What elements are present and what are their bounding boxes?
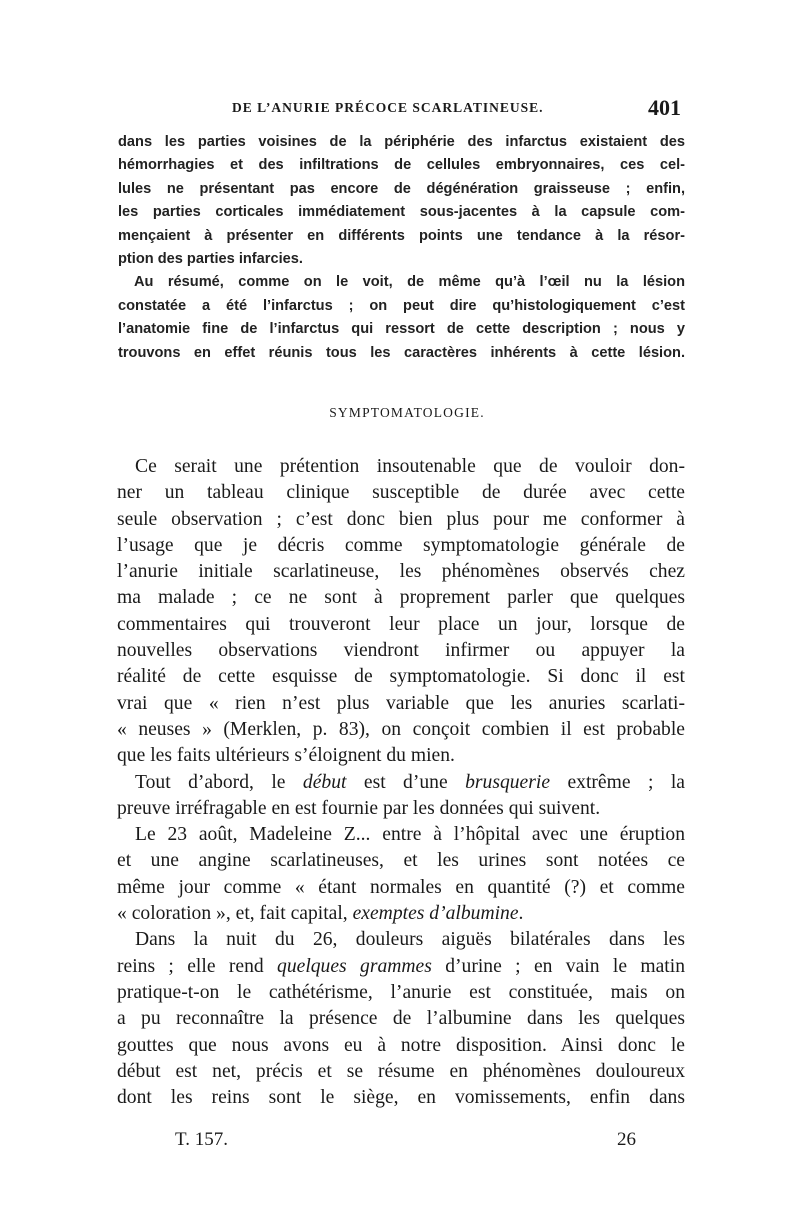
text-run: « coloration », et, fait capital, (117, 903, 353, 925)
section-heading: SYMPTOMATOLOGIE. (329, 405, 485, 420)
text-line: gouttes que nous avons eu à notre disposition. Ainsi donc le (117, 1034, 685, 1056)
text-run: est d’une (346, 771, 466, 793)
text-line: a pu reconnaître la présence de l’albumine dans les quelques (117, 1008, 685, 1030)
text-line: dans les parties voisines de la périphérie des infarctus existaient des (118, 134, 685, 150)
text-line: Au résumé, comme on le voit, de même qu’à l’œil nu la lésion (134, 274, 685, 291)
emphasis-exemptes: exemptes d’albumine (352, 903, 519, 925)
main-paragraphs (117, 454, 685, 1111)
text-run: d’urine ; en vain le matin (431, 955, 685, 977)
text-line: les parties corticales immédiatement sous-jacentes à la capsule com- (118, 204, 685, 221)
emphasis-quelques-grammes: quelques grammes (277, 955, 432, 977)
text-line: seule observation ; c’est donc bien plus pour me conformer à (117, 508, 685, 530)
small-print-paragraphs (118, 131, 685, 365)
text-line: ma malade ; ce ne sont à proprement parler que quelques (117, 587, 685, 609)
text-line: Le 23 août, Madeleine Z... entre à l’hôpital avec une éruption (135, 824, 685, 846)
text-line: Ce serait une prétention insoutenable que de vouloir don- (135, 456, 685, 477)
text-line: dont les reins sont le siège, en vomissements, enfin dans (117, 1087, 685, 1109)
text-run: extrême ; la (550, 771, 685, 793)
text-line (117, 770, 685, 796)
text-line: trouvons en effet réunis tous les caractères inhérents à cette lésion. (118, 344, 685, 361)
text-line: que les faits ultérieurs s’éloignent du mien. (117, 745, 455, 767)
printer-signature: T. 157. (175, 1129, 228, 1150)
text-run: reins ; elle rend (117, 955, 278, 977)
text-line: « neuses » (Merklen, p. 83), on conçoit combien il est probable (117, 718, 685, 740)
text-line: l’anatomie fine de l’infarctus qui ressort de cette description ; nous y (118, 321, 685, 338)
text-line (117, 901, 685, 927)
text-line: réalité de cette esquisse de symptomatologie. Si donc il est (117, 666, 685, 688)
text-line: ner un tableau clinique susceptible de durée avec cette (117, 482, 685, 504)
text-line: ption des parties infarcies. (118, 250, 303, 267)
text-line (117, 954, 685, 980)
text-line: même jour comme « étant normales en quantité (?) et comme (117, 876, 685, 898)
text-line: début est net, précis et se résume en phénomènes douloureux (117, 1060, 685, 1082)
text-line: preuve irréfragable en est fournie par les données qui suivent. (117, 797, 601, 819)
text-line: Dans la nuit du 26, douleurs aiguës bilatérales dans les (135, 929, 685, 951)
text-line: mençaient à présenter en différents points une tendance à la résor- (118, 227, 685, 244)
text-line: hémorrhagies et des infiltrations de cellules embryonnaires, ces cel- (118, 157, 685, 174)
page-number: 401 (648, 95, 681, 120)
text-line: l’usage que je décris comme symptomatologie générale de (117, 534, 685, 556)
text-line: et une angine scarlatineuses, et les urines sont notées ce (117, 850, 685, 872)
text-line: lules ne présentant pas encore de dégénération graisseuse ; enfin, (118, 180, 685, 197)
text-line: vrai que « rien n’est plus variable que les anuries scarlati- (117, 692, 685, 714)
emphasis-debut: début (302, 771, 347, 793)
text-line: constatée a été l’infarctus ; on peut dire qu’histologiquement c’est (118, 297, 685, 314)
signature-number: 26 (617, 1129, 636, 1150)
emphasis-brusquerie: brusquerie (465, 771, 551, 793)
text-line: commentaires qui trouveront leur place un jour, lorsque de (117, 613, 685, 635)
text-run: . (518, 903, 524, 925)
text-line: nouvelles observations viendront infirmer ou appuyer la (117, 640, 685, 662)
text-run: Tout d’abord, le (135, 771, 303, 793)
running-head: DE L’ANURIE PRÉCOCE SCARLATINEUSE. (232, 100, 544, 115)
text-line: l’anurie initiale scarlatineuse, les phénomènes observés chez (117, 561, 685, 583)
text-line: pratique-t-on le cathétérisme, l’anurie est constituée, mais on (117, 981, 685, 1003)
